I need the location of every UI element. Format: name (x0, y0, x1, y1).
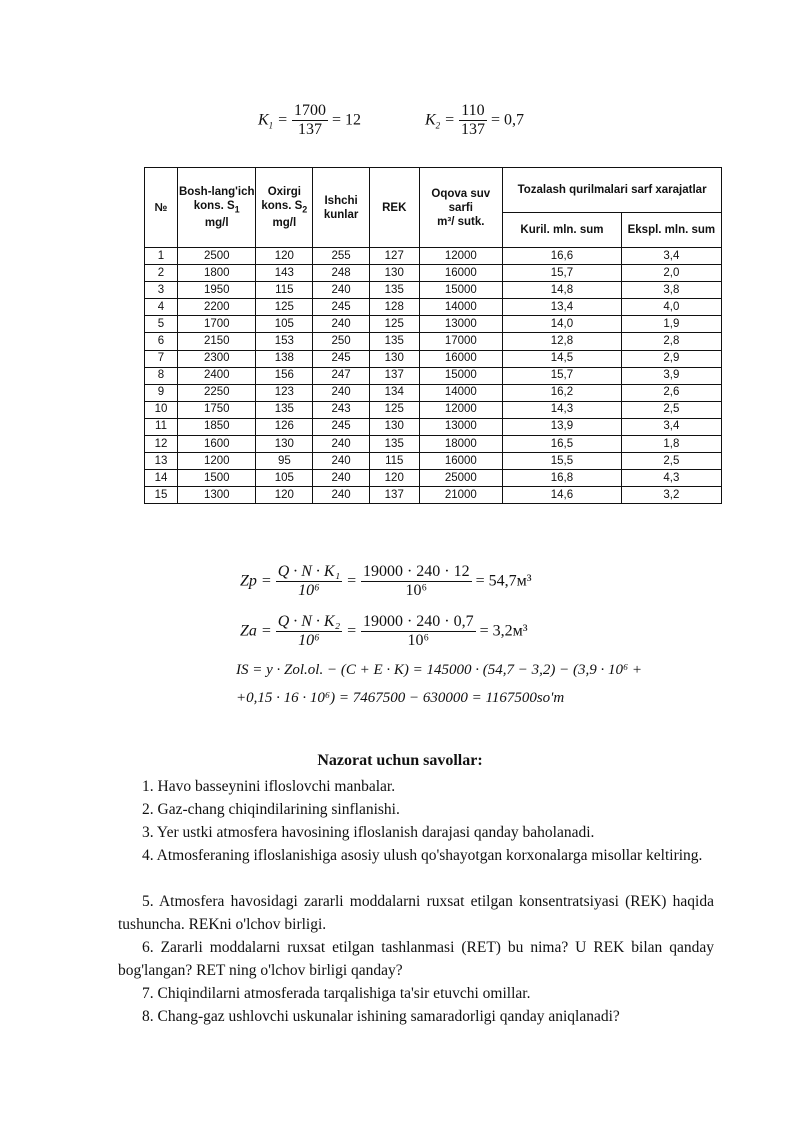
table-cell: 1950 (178, 282, 256, 299)
table-cell: 130 (256, 436, 313, 453)
formula-is-line2: +0,15 · 16 · 10⁶) = 7467500 − 630000 = 1167500so'm (236, 690, 565, 706)
table-cell: 12 (145, 436, 178, 453)
table-cell: 18000 (419, 436, 503, 453)
table-cell: 14,8 (503, 282, 622, 299)
table-cell: 14,6 (503, 487, 622, 504)
table-cell: 1600 (178, 436, 256, 453)
table-cell: 4 (145, 299, 178, 316)
table-cell: 240 (313, 282, 370, 299)
table-cell: 16,5 (503, 436, 622, 453)
question-5: 5. Atmosfera havosidagi zararli moddalarni ruxsat etilgan konsentratsiyasi (REK) haqida tushuncha. REKni o'lchov birligi. (118, 893, 714, 933)
k1-fraction: $\frac{1700}{137}$ (293, 102, 326, 138)
table-cell: 13,9 (503, 418, 622, 435)
table-row (145, 453, 722, 470)
table-cell: 120 (256, 248, 313, 265)
table-cell: 1300 (178, 487, 256, 504)
table-cell: 95 (256, 453, 313, 470)
table-cell: 156 (256, 367, 313, 384)
table-cell: 6 (145, 333, 178, 350)
table-cell: 243 (313, 401, 370, 418)
table-cell: 1,8 (621, 436, 721, 453)
table-cell: 255 (313, 248, 370, 265)
table-cell: 153 (256, 333, 313, 350)
table-cell: 15,7 (503, 265, 622, 282)
table-cell: 17000 (419, 333, 503, 350)
table-cell: 7 (145, 350, 178, 367)
table-row (145, 248, 722, 265)
table-body (145, 248, 722, 504)
table-cell: 135 (369, 282, 419, 299)
table-cell: 14000 (419, 384, 503, 401)
table-cell: 247 (313, 367, 370, 384)
table-cell: 125 (369, 401, 419, 418)
table-cell: 115 (256, 282, 313, 299)
table-cell: 3,9 (621, 367, 721, 384)
table-cell: 13000 (419, 418, 503, 435)
table-cell: 9 (145, 384, 178, 401)
table-cell: 15 (145, 487, 178, 504)
table-cell: 15,5 (503, 453, 622, 470)
table-cell: 2400 (178, 367, 256, 384)
table-cell: 240 (313, 436, 370, 453)
table-cell: 2300 (178, 350, 256, 367)
formula-k2: $K_2$ = $\frac{110}{137}$ = 0,7 (425, 102, 524, 138)
table-cell: 3 (145, 282, 178, 299)
table-cell: 8 (145, 367, 178, 384)
header-no: № (145, 168, 178, 248)
question-1: 1. Havo basseynini ifloslovchi manbalar. (142, 778, 396, 795)
table-cell: 2,6 (621, 384, 721, 401)
table-cell: 135 (369, 436, 419, 453)
table-cell: 115 (369, 453, 419, 470)
table-cell: 137 (369, 487, 419, 504)
zp-fraction-symbolic: $\frac{\text{Q · N · K₁}}{\text{10⁶}}$ (277, 563, 341, 599)
table-cell: 14000 (419, 299, 503, 316)
question-3: 3. Yer ustki atmosfera havosining ifloslanish darajasi qanday baholanadi. (142, 824, 595, 841)
table-cell: 245 (313, 299, 370, 316)
table-row (145, 470, 722, 487)
table-cell: 4,0 (621, 299, 721, 316)
table-cell: 245 (313, 418, 370, 435)
table-cell: 2,8 (621, 333, 721, 350)
formula-zp: Zp = $\frac{\text{Q · N · K₁}}{\text{10⁶}}$ = $\frac{19000 \cdot 240 \cdot 12}{\text{10⁶}}$ = 54,7м³ (240, 563, 532, 599)
table-row (145, 436, 722, 453)
table-cell: 1700 (178, 316, 256, 333)
table-row (145, 316, 722, 333)
header-ishchi: Ishchi kunlar (313, 168, 370, 248)
table-cell: 12000 (419, 248, 503, 265)
table-cell: 14,0 (503, 316, 622, 333)
table-cell: 16000 (419, 453, 503, 470)
header-rek: REK (369, 168, 419, 248)
za-fraction-numeric: $\frac{19000 \cdot 240 \cdot 0,7}{\text{10⁶}}$ (362, 613, 474, 649)
table-cell: 25000 (419, 470, 503, 487)
table-cell: 3,4 (621, 418, 721, 435)
table-cell: 15,7 (503, 367, 622, 384)
table-cell: 21000 (419, 487, 503, 504)
table-row (145, 418, 722, 435)
table-cell: 128 (369, 299, 419, 316)
table-row (145, 487, 722, 504)
table-cell: 120 (369, 470, 419, 487)
table-cell: 135 (256, 401, 313, 418)
table-cell: 4,3 (621, 470, 721, 487)
table-cell: 14,5 (503, 350, 622, 367)
table-cell: 13 (145, 453, 178, 470)
table-cell: 13000 (419, 316, 503, 333)
table-cell: 10 (145, 401, 178, 418)
table-cell: 250 (313, 333, 370, 350)
table-row (145, 401, 722, 418)
table-cell: 15000 (419, 367, 503, 384)
table-cell: 5 (145, 316, 178, 333)
table-cell: 1750 (178, 401, 256, 418)
question-7: 7. Chiqindilarni atmosferada tarqalishiga ta'sir etuvchi omillar. (142, 985, 531, 1002)
formula-is-line1: IS = y · Zol.ol. − (C + E · K) = 145000 · (54,7 − 3,2) − (3,9 · 10⁶ + (236, 662, 643, 678)
za-fraction-symbolic: $\frac{\text{Q · N · K₂}}{\text{10⁶}}$ (277, 613, 341, 649)
table-cell: 2,5 (621, 453, 721, 470)
header-oxirgi: Oxirgi kons. $S_2$ mg/l (256, 168, 313, 248)
table-row (145, 367, 722, 384)
table-cell: 120 (256, 487, 313, 504)
table-cell: 130 (369, 350, 419, 367)
table-cell: 138 (256, 350, 313, 367)
data-table (144, 167, 722, 504)
table-cell: 2,9 (621, 350, 721, 367)
table-row (145, 282, 722, 299)
question-8: 8. Chang-gaz ushlovchi uskunalar ishining samaradorligi qanday aniqlanadi? (142, 1008, 620, 1025)
table-cell: 16000 (419, 265, 503, 282)
table-cell: 12,8 (503, 333, 622, 350)
table-cell: 3,4 (621, 248, 721, 265)
table-cell: 2250 (178, 384, 256, 401)
table-cell: 1 (145, 248, 178, 265)
header-kuril: Kuril. mln. sum (503, 213, 622, 248)
table-cell: 13,4 (503, 299, 622, 316)
table-cell: 126 (256, 418, 313, 435)
table-cell: 240 (313, 384, 370, 401)
formula-za: Za = $\frac{\text{Q · N · K₂}}{\text{10⁶}}$ = $\frac{19000 \cdot 240 \cdot 0,7}{\text{10⁶}}$ = 3,2м³ (240, 613, 528, 649)
header-tozalash: Tozalash qurilmalari sarf xarajatlar (503, 168, 722, 213)
table-cell: 1,9 (621, 316, 721, 333)
table-cell: 15000 (419, 282, 503, 299)
table-cell: 16,8 (503, 470, 622, 487)
table-cell: 240 (313, 316, 370, 333)
table-cell: 245 (313, 350, 370, 367)
table-cell: 105 (256, 470, 313, 487)
formula-k1: $K_1$ = $\frac{1700}{137}$ = 12 (258, 102, 361, 138)
table-cell: 16,2 (503, 384, 622, 401)
table-cell: 16000 (419, 350, 503, 367)
table-row (145, 265, 722, 282)
table-cell: 1800 (178, 265, 256, 282)
table-cell: 127 (369, 248, 419, 265)
table-cell: 137 (369, 367, 419, 384)
table-cell: 105 (256, 316, 313, 333)
table-cell: 11 (145, 418, 178, 435)
header-oqova: Oqova suv sarfi m³/ sutk. (419, 168, 503, 248)
table-cell: 248 (313, 265, 370, 282)
table-cell: 130 (369, 418, 419, 435)
table-cell: 135 (369, 333, 419, 350)
table-cell: 3,2 (621, 487, 721, 504)
table-row (145, 299, 722, 316)
table-cell: 2 (145, 265, 178, 282)
table-cell: 130 (369, 265, 419, 282)
table-cell: 134 (369, 384, 419, 401)
header-bosh: Bosh-lang'ich kons. $S_1$ mg/l (178, 168, 256, 248)
question-2: 2. Gaz-chang chiqindilarining sinflanishi. (142, 801, 400, 818)
table-cell: 1200 (178, 453, 256, 470)
table-cell: 1500 (178, 470, 256, 487)
question-6: 6. Zararli moddalarni ruxsat etilgan tashlanmasi (RET) bu nima? U REK bilan qanday bog'langan? RET ning o'lchov birligi qanday? (118, 939, 714, 979)
table-cell: 12000 (419, 401, 503, 418)
table-cell: 14 (145, 470, 178, 487)
table-cell: 125 (369, 316, 419, 333)
header-ekspl: Ekspl. mln. sum (621, 213, 721, 248)
table-row (145, 333, 722, 350)
table-cell: 16,6 (503, 248, 622, 265)
table-cell: 14,3 (503, 401, 622, 418)
table-cell: 240 (313, 453, 370, 470)
table-cell: 2150 (178, 333, 256, 350)
zp-fraction-numeric: $\frac{19000 \cdot 240 \cdot 12}{\text{10⁶}}$ (362, 563, 470, 599)
table-cell: 123 (256, 384, 313, 401)
table-cell: 125 (256, 299, 313, 316)
table-cell: 1850 (178, 418, 256, 435)
k2-fraction: $\frac{110}{137}$ (460, 102, 485, 138)
table-cell: 143 (256, 265, 313, 282)
table-cell: 2,0 (621, 265, 721, 282)
table-cell: 2200 (178, 299, 256, 316)
questions-title: Nazorat uchun savollar: (317, 752, 483, 769)
table-cell: 3,8 (621, 282, 721, 299)
table-row (145, 350, 722, 367)
table-row (145, 384, 722, 401)
question-4: 4. Atmosferaning ifloslanishiga asosiy ulush qo'shayotgan korxonalarga misollar keltiring. (142, 847, 703, 864)
table-cell: 2,5 (621, 401, 721, 418)
table-cell: 240 (313, 470, 370, 487)
table-cell: 2500 (178, 248, 256, 265)
table-cell: 240 (313, 487, 370, 504)
